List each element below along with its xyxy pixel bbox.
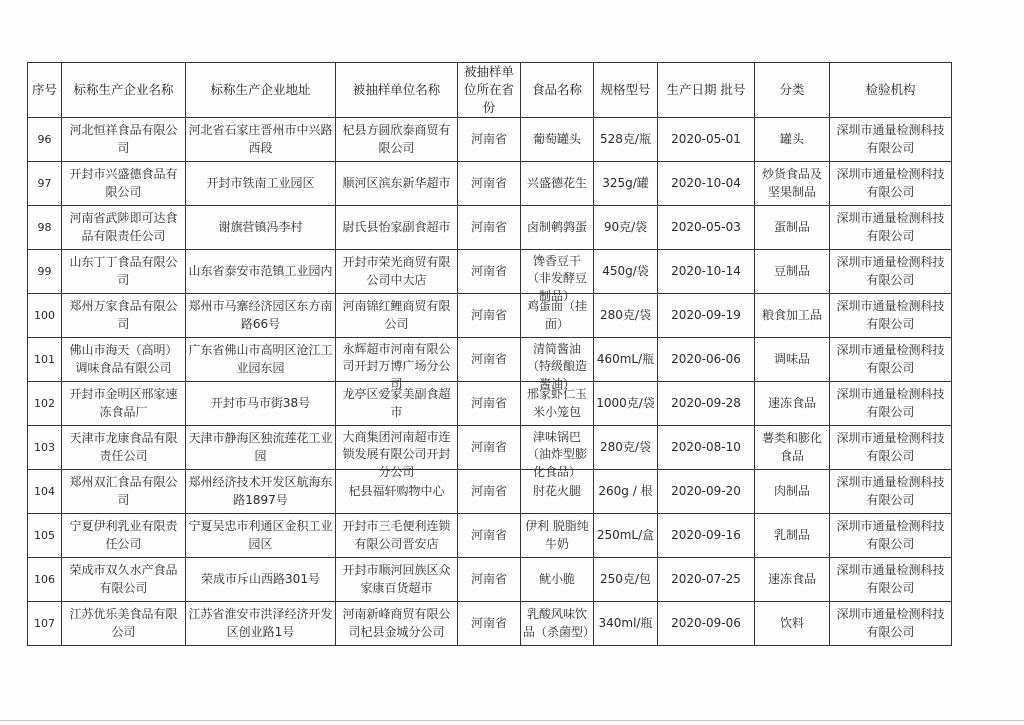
cell-province — [458, 206, 521, 250]
cell-inspection-agency — [830, 558, 952, 602]
cell-province-text: 河南省 — [470, 484, 507, 499]
cell-manufacturer-name — [62, 206, 186, 250]
page-edge-line — [0, 720, 1024, 721]
cell-category — [755, 206, 830, 250]
cell-spec-text: 460mL/瓶 — [596, 352, 655, 367]
cell-food-name — [521, 426, 594, 479]
cell-province — [458, 514, 521, 558]
cell-manufacturer-name-text: 江苏优乐美食品有限公司 — [69, 607, 178, 639]
cell-manufacturer-name — [62, 118, 186, 162]
table-row — [28, 294, 952, 338]
cell-inspection-agency — [830, 514, 952, 558]
cell-manufacturer-address — [186, 250, 336, 294]
table-row — [28, 602, 952, 646]
cell-province-text: 河南省 — [470, 440, 507, 455]
cell-production-date-text: 2020-09-20 — [671, 484, 741, 499]
cell-sampled-unit-text: 顺河区滨东新华超市 — [342, 176, 451, 191]
cell-manufacturer-name — [62, 294, 186, 338]
cell-seq — [28, 514, 62, 558]
cell-sampled-unit-text: 开封市三毛便利连锁有限公司晋安店 — [342, 519, 451, 551]
cell-category-text: 粮食加工品 — [761, 308, 822, 323]
cell-food-name-text: 葡萄罐头 — [532, 132, 581, 147]
cell-manufacturer-address — [186, 426, 336, 470]
cell-sampled-unit — [336, 338, 458, 391]
cell-food-name-text: 鱿小脆 — [538, 572, 575, 587]
cell-manufacturer-address-text: 郑州市马寨经济园区东方南路66号 — [188, 299, 333, 331]
cell-seq-text: 106 — [34, 572, 55, 586]
cell-province-text: 河南省 — [470, 528, 507, 543]
cell-seq — [28, 162, 62, 206]
cell-category-text: 饮料 — [779, 616, 804, 631]
cell-food-name — [521, 294, 594, 338]
cell-inspection-agency-text: 深圳市通量检测科技有限公司 — [836, 211, 945, 243]
cell-province-text: 河南省 — [470, 264, 507, 279]
cell-food-name — [521, 558, 594, 602]
cell-sampled-unit — [336, 162, 458, 206]
cell-seq-text: 100 — [34, 308, 55, 322]
cell-spec-text: 280克/袋 — [600, 440, 651, 455]
cell-food-name — [521, 338, 594, 391]
cell-inspection-agency-text: 深圳市通量检测科技有限公司 — [836, 563, 945, 595]
sampling-results-table — [27, 62, 952, 646]
cell-manufacturer-address-text: 开封市铁南工业园区 — [206, 176, 315, 191]
cell-sampled-unit — [336, 118, 458, 162]
cell-category — [755, 426, 830, 470]
cell-manufacturer-name — [62, 250, 186, 294]
cell-manufacturer-address-text: 江苏省淮安市洪泽经济开发区创业路1号 — [188, 607, 333, 639]
cell-seq-text: 99 — [37, 264, 52, 278]
cell-sampled-unit — [336, 382, 458, 426]
cell-spec-text: 250克/包 — [600, 572, 651, 587]
cell-province — [458, 558, 521, 602]
cell-sampled-unit-text: 龙亭区爱家美副食超市 — [342, 387, 451, 419]
cell-province — [458, 382, 521, 426]
cell-category-text: 乳制品 — [773, 528, 810, 543]
cell-manufacturer-name-text: 郑州万家食品有限公司 — [69, 299, 178, 331]
cell-manufacturer-name-text: 天津市龙康食品有限责任公司 — [69, 431, 178, 463]
cell-province — [458, 162, 521, 206]
cell-sampled-unit-text: 大商集团河南超市连锁发展有限公司开封分公司 — [342, 429, 451, 479]
cell-manufacturer-address-text: 荣成市斥山西路301号 — [201, 572, 320, 587]
cell-inspection-agency-text: 深圳市通量检测科技有限公司 — [836, 519, 945, 551]
cell-manufacturer-name — [62, 602, 186, 646]
table-row — [28, 514, 952, 558]
cell-food-name — [521, 250, 594, 303]
cell-production-date — [658, 470, 755, 514]
cell-province — [458, 250, 521, 294]
cell-seq-text: 101 — [34, 352, 55, 366]
cell-manufacturer-name-text: 开封市金明区邢家速冻食品厂 — [69, 387, 178, 419]
cell-spec — [594, 470, 658, 514]
table-row — [28, 206, 952, 250]
cell-spec — [594, 426, 658, 470]
cell-food-name-text: 馋香豆干（非发酵豆制品） — [526, 253, 587, 303]
header-manufacturer-name: 标称生产企业名称 — [62, 63, 186, 118]
cell-seq-text: 98 — [37, 220, 52, 234]
cell-seq — [28, 338, 62, 382]
cell-seq — [28, 382, 62, 426]
header-province: 被抽样单位所在省份 — [458, 63, 521, 118]
cell-food-name — [521, 602, 594, 646]
cell-inspection-agency — [830, 470, 952, 514]
cell-inspection-agency — [830, 602, 952, 646]
cell-food-name — [521, 514, 594, 558]
cell-production-date — [658, 558, 755, 602]
cell-seq — [28, 206, 62, 250]
cell-province-text: 河南省 — [470, 352, 507, 367]
cell-production-date-text: 2020-07-25 — [671, 572, 741, 587]
cell-seq — [28, 470, 62, 514]
cell-province — [458, 338, 521, 382]
cell-spec — [594, 206, 658, 250]
cell-province-text: 河南省 — [470, 572, 507, 587]
header-manufacturer-address: 标称生产企业地址 — [186, 63, 336, 118]
cell-inspection-agency — [830, 294, 952, 338]
cell-spec-text: 250mL/盒 — [596, 528, 655, 543]
cell-production-date — [658, 382, 755, 426]
cell-manufacturer-address-text: 开封市马市街38号 — [210, 396, 311, 411]
cell-province-text: 河南省 — [470, 616, 507, 631]
cell-seq — [28, 426, 62, 470]
cell-manufacturer-address-text: 广东省佛山市高明区沧江工业园东园 — [188, 343, 333, 375]
table-row — [28, 118, 952, 162]
cell-production-date-text: 2020-10-14 — [671, 264, 741, 279]
header-seq: 序号 — [28, 63, 62, 118]
cell-province-text: 河南省 — [470, 308, 507, 323]
cell-manufacturer-address — [186, 382, 336, 426]
header-spec: 规格型号 — [594, 63, 658, 118]
cell-food-name — [521, 162, 594, 206]
cell-inspection-agency-text: 深圳市通量检测科技有限公司 — [836, 387, 945, 419]
cell-sampled-unit-text: 河南锦红鲤商贸有限公司 — [342, 299, 451, 331]
cell-inspection-agency — [830, 206, 952, 250]
cell-inspection-agency-text: 深圳市通量检测科技有限公司 — [836, 475, 945, 507]
cell-sampled-unit — [336, 426, 458, 479]
cell-spec — [594, 250, 658, 294]
cell-production-date-text: 2020-09-16 — [671, 528, 741, 543]
cell-category-text: 薯类和膨化食品 — [761, 431, 822, 463]
cell-inspection-agency — [830, 338, 952, 382]
cell-inspection-agency — [830, 382, 952, 426]
cell-manufacturer-address-text: 天津市静海区独流莲花工业园 — [188, 431, 333, 463]
cell-production-date-text: 2020-05-03 — [671, 220, 741, 235]
table-header-row — [28, 63, 952, 118]
cell-inspection-agency-text: 深圳市通量检测科技有限公司 — [836, 123, 945, 155]
cell-sampled-unit-text: 尉氏县怡家副食超市 — [342, 220, 451, 235]
table-row — [28, 470, 952, 514]
cell-manufacturer-name — [62, 558, 186, 602]
cell-manufacturer-name-text: 郑州双汇食品有限公司 — [69, 475, 178, 507]
cell-inspection-agency — [830, 118, 952, 162]
cell-category — [755, 162, 830, 206]
cell-spec — [594, 514, 658, 558]
cell-seq-text: 96 — [37, 132, 52, 146]
header-inspection-agency: 检验机构 — [830, 63, 952, 118]
table-body — [28, 118, 952, 646]
cell-manufacturer-address — [186, 162, 336, 206]
table-row — [28, 162, 952, 206]
cell-inspection-agency-text: 深圳市通量检测科技有限公司 — [836, 299, 945, 331]
cell-spec — [594, 162, 658, 206]
cell-province — [458, 426, 521, 470]
cell-category-text: 罐头 — [779, 132, 804, 147]
header-sampled-unit: 被抽样单位名称 — [336, 63, 458, 118]
cell-manufacturer-address — [186, 470, 336, 514]
cell-production-date — [658, 206, 755, 250]
table-row — [28, 250, 952, 294]
cell-seq-text: 102 — [34, 396, 55, 410]
cell-province-text: 河南省 — [470, 220, 507, 235]
cell-manufacturer-address-text: 山东省泰安市范镇工业园内 — [188, 264, 333, 279]
cell-province-text: 河南省 — [470, 132, 507, 147]
cell-manufacturer-name-text: 荣成市双久水产食品有限公司 — [69, 563, 178, 595]
cell-manufacturer-address — [186, 338, 336, 382]
cell-manufacturer-address — [186, 118, 336, 162]
cell-food-name-text: 清简酱油（特级酿造酱油） — [526, 341, 587, 391]
cell-inspection-agency-text: 深圳市通量检测科技有限公司 — [836, 167, 945, 199]
cell-sampled-unit — [336, 206, 458, 250]
cell-manufacturer-name-text: 宁夏伊利乳业有限责任公司 — [69, 519, 178, 551]
cell-spec-text: 280克/袋 — [600, 308, 651, 323]
cell-manufacturer-name-text: 河北恒祥食品有限公司 — [69, 123, 178, 155]
cell-inspection-agency-text: 深圳市通量检测科技有限公司 — [836, 255, 945, 287]
cell-food-name-text: 鸡蛋面（挂面） — [526, 299, 587, 331]
cell-spec — [594, 382, 658, 426]
cell-manufacturer-name — [62, 162, 186, 206]
cell-category-text: 速冻食品 — [767, 572, 816, 587]
cell-spec-text: 325g/罐 — [602, 176, 649, 191]
cell-food-name-text: 津味锅巴（油炸型膨化食品） — [526, 429, 587, 479]
cell-category — [755, 470, 830, 514]
cell-manufacturer-name — [62, 470, 186, 514]
cell-manufacturer-address-text: 宁夏吴忠市利通区金积工业园区 — [188, 519, 333, 551]
cell-seq-text: 103 — [34, 440, 55, 454]
cell-food-name-text: 乳酸风味饮品（杀菌型） — [523, 607, 596, 639]
cell-manufacturer-name-text: 河南省武陟即可达食品有限责任公司 — [69, 211, 178, 243]
cell-sampled-unit — [336, 602, 458, 646]
cell-food-name-text: 卤制鹌鹑蛋 — [526, 220, 587, 235]
cell-manufacturer-name-text: 开封市兴盛德食品有限公司 — [69, 167, 178, 199]
cell-manufacturer-name-text: 佛山市海天（高明）调味食品有限公司 — [69, 343, 178, 375]
cell-sampled-unit — [336, 294, 458, 338]
cell-category — [755, 514, 830, 558]
cell-province — [458, 602, 521, 646]
cell-spec-text: 90克/袋 — [603, 220, 648, 235]
table-row — [28, 426, 952, 470]
cell-category — [755, 250, 830, 294]
cell-category-text: 速冻食品 — [767, 396, 816, 411]
cell-manufacturer-address — [186, 602, 336, 646]
cell-seq — [28, 558, 62, 602]
header-food-name: 食品名称 — [521, 63, 594, 118]
cell-manufacturer-address — [186, 294, 336, 338]
cell-sampled-unit-text: 开封市荣光商贸有限公司中大店 — [342, 255, 451, 287]
table-row — [28, 382, 952, 426]
cell-seq-text: 107 — [34, 616, 55, 630]
cell-spec-text: 340ml/瓶 — [598, 616, 653, 631]
cell-sampled-unit — [336, 514, 458, 558]
cell-production-date-text: 2020-09-06 — [671, 616, 741, 631]
cell-sampled-unit-text: 永辉超市河南有限公司开封万博广场分公司 — [342, 341, 451, 391]
cell-seq — [28, 118, 62, 162]
cell-production-date-text: 2020-10-04 — [671, 176, 741, 191]
cell-seq-text: 105 — [34, 528, 55, 542]
cell-sampled-unit-text: 杞县福轩购物中心 — [348, 484, 445, 499]
cell-food-name-text: 伊利 脱脂纯牛奶 — [525, 519, 589, 551]
cell-inspection-agency-text: 深圳市通量检测科技有限公司 — [836, 431, 945, 463]
cell-manufacturer-name — [62, 382, 186, 426]
cell-production-date — [658, 294, 755, 338]
cell-inspection-agency-text: 深圳市通量检测科技有限公司 — [836, 343, 945, 375]
header-category: 分类 — [755, 63, 830, 118]
cell-sampled-unit-text: 河南新峰商贸有限公司杞县金城分公司 — [342, 607, 451, 639]
cell-inspection-agency — [830, 426, 952, 470]
cell-category — [755, 602, 830, 646]
cell-seq — [28, 250, 62, 294]
cell-food-name — [521, 206, 594, 250]
cell-province — [458, 118, 521, 162]
cell-manufacturer-name-text: 山东丁丁食品有限公司 — [69, 255, 178, 287]
cell-production-date — [658, 602, 755, 646]
cell-province — [458, 470, 521, 514]
cell-category-text: 豆制品 — [773, 264, 810, 279]
cell-sampled-unit — [336, 250, 458, 294]
cell-spec-text: 450g/袋 — [602, 264, 649, 279]
cell-inspection-agency — [830, 250, 952, 294]
table-row — [28, 558, 952, 602]
cell-seq-text: 104 — [34, 484, 55, 498]
cell-sampled-unit-text: 开封市顺河回族区众家康百货超市 — [342, 563, 451, 595]
cell-manufacturer-name — [62, 514, 186, 558]
cell-production-date — [658, 514, 755, 558]
cell-production-date-text: 2020-05-01 — [671, 132, 741, 147]
cell-production-date-text: 2020-09-28 — [671, 396, 741, 411]
cell-spec-text: 1000克/袋 — [596, 396, 655, 411]
cell-manufacturer-address — [186, 514, 336, 558]
cell-sampled-unit — [336, 558, 458, 602]
cell-seq-text: 97 — [37, 176, 52, 190]
cell-food-name-text: 邢家虾仁玉米小笼包 — [526, 387, 587, 419]
cell-spec — [594, 558, 658, 602]
cell-category — [755, 294, 830, 338]
cell-production-date-text: 2020-06-06 — [671, 352, 741, 367]
cell-category-text: 肉制品 — [773, 484, 810, 499]
cell-production-date — [658, 118, 755, 162]
table-row — [28, 338, 952, 382]
cell-spec — [594, 338, 658, 382]
cell-spec-text: 260g / 根 — [598, 484, 653, 499]
cell-manufacturer-name — [62, 426, 186, 470]
cell-category-text: 蛋制品 — [773, 220, 810, 235]
cell-food-name — [521, 118, 594, 162]
cell-manufacturer-address — [186, 206, 336, 250]
cell-production-date — [658, 250, 755, 294]
cell-category-text: 炒货食品及坚果制品 — [761, 167, 822, 199]
cell-province-text: 河南省 — [470, 396, 507, 411]
cell-province — [458, 294, 521, 338]
cell-category — [755, 382, 830, 426]
cell-spec — [594, 294, 658, 338]
cell-manufacturer-address — [186, 558, 336, 602]
cell-sampled-unit-text: 杞县方圆欣泰商贸有限公司 — [342, 123, 451, 155]
cell-manufacturer-address-text: 谢旗营镇冯李村 — [218, 220, 303, 235]
cell-spec-text: 528克/瓶 — [600, 132, 651, 147]
cell-production-date — [658, 162, 755, 206]
cell-manufacturer-address-text: 郑州经济技术开发区航海东路1897号 — [188, 475, 333, 507]
cell-category — [755, 558, 830, 602]
cell-manufacturer-name — [62, 338, 186, 382]
cell-food-name-text: 肘花火腿 — [532, 484, 581, 499]
cell-food-name-text: 兴盛德花生 — [526, 176, 587, 191]
cell-food-name — [521, 382, 594, 426]
cell-province-text: 河南省 — [470, 176, 507, 191]
cell-production-date — [658, 426, 755, 470]
header-production-date: 生产日期 批号 — [658, 63, 755, 118]
cell-seq — [28, 294, 62, 338]
cell-spec — [594, 602, 658, 646]
cell-category-text: 调味品 — [773, 352, 810, 367]
cell-category — [755, 338, 830, 382]
cell-production-date-text: 2020-08-10 — [671, 440, 741, 455]
cell-inspection-agency-text: 深圳市通量检测科技有限公司 — [836, 607, 945, 639]
cell-production-date — [658, 338, 755, 382]
cell-manufacturer-address-text: 河北省石家庄晋州市中兴路西段 — [188, 123, 333, 155]
cell-seq — [28, 602, 62, 646]
cell-production-date-text: 2020-09-19 — [671, 308, 741, 323]
cell-category — [755, 118, 830, 162]
cell-inspection-agency — [830, 162, 952, 206]
cell-spec — [594, 118, 658, 162]
